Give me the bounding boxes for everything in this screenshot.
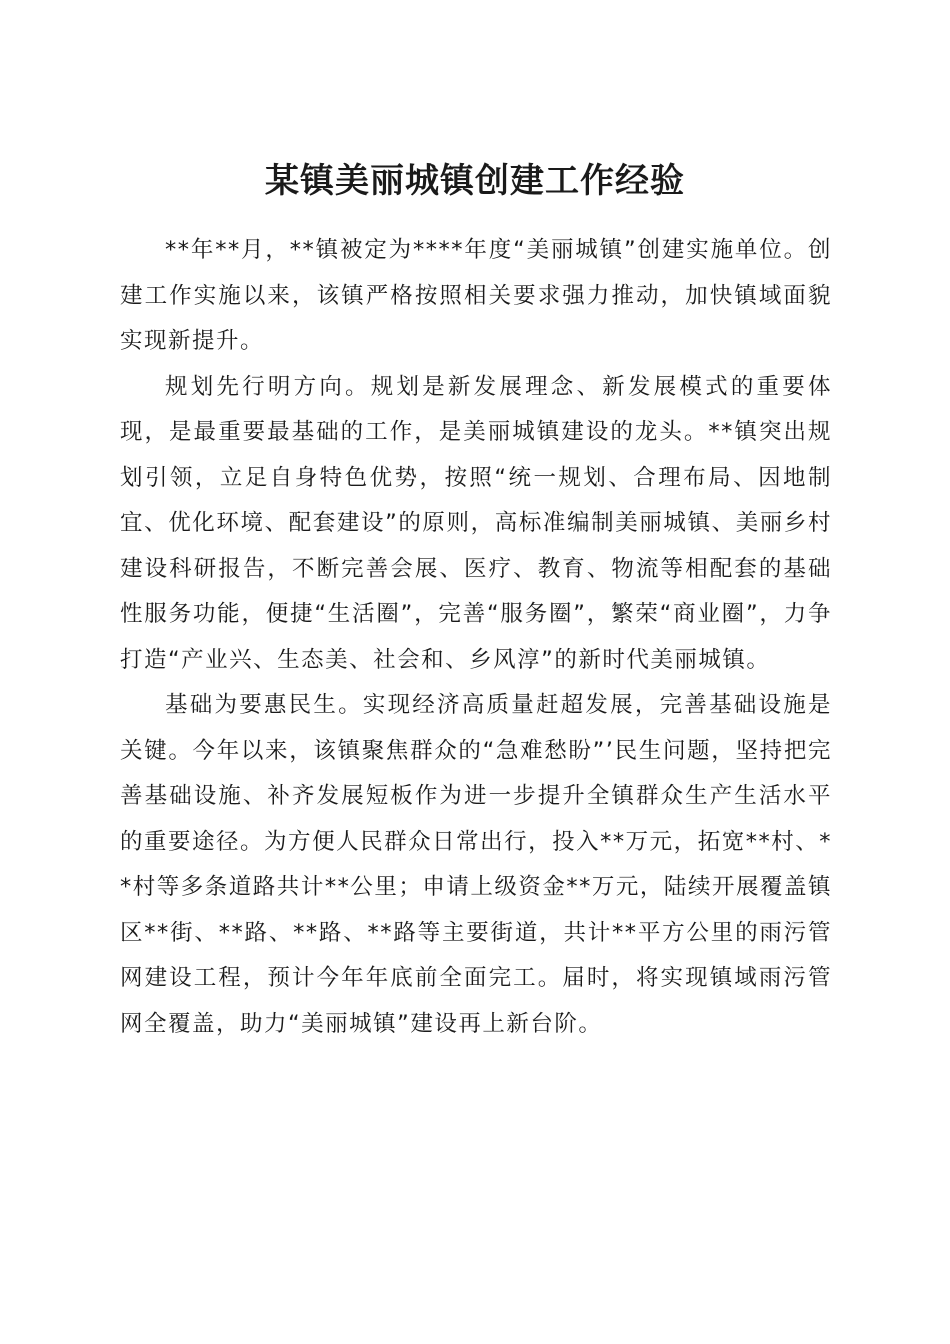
document-body [120,228,832,1047]
planning-paragraph: 规划先行明方向。规划是新发展理念、新发展模式的重要体现，是最重要最基础的工作，是美丽城镇建设的龙头。**镇突出规划引领，立足自身特色优势，按照“统一规划、合理布局、因地制宜、优化环境、配套建设”的原则，高标准编制美丽城镇、美丽乡村建设科研报告，不断完善会展、医疗、教育、物流等相配套的基础性服务功能，便捷“生活圈”，完善“服务圈”，繁荣“商业圈”，力争打造“产业兴、生态美、社会和、乡风淳”的新时代美丽城镇。 [120,373,832,673]
document-title: 某镇美丽城镇创建工作经验 [265,160,685,201]
intro-paragraph: **年**月，**镇被定为****年度“美丽城镇”创建实施单位。创建工作实施以来，该镇严格按照相关要求强力推动，加快镇域面貌实现新提升。 [120,237,832,354]
infrastructure-paragraph: 基础为要惠民生。实现经济高质量赶超发展，完善基础设施是关键。今年以来，该镇聚焦群众的“急难愁盼”’民生问题，坚持把完善基础设施、补齐发展短板作为进一步提升全镇群众生产生活水平的重要途径。为方便人民群众日常出行，投入**万元，拓宽**村、**村等多条道路共计**公里；申请上级资金**万元，陆续开展覆盖镇区**街、**路、**路、**路等主要街道，共计**平方公里的雨污管网建设工程，预计今年年底前全面完工。届时，将实现镇域雨污管网全覆盖，助力“美丽城镇”建设再上新台阶。 [120,692,832,1037]
